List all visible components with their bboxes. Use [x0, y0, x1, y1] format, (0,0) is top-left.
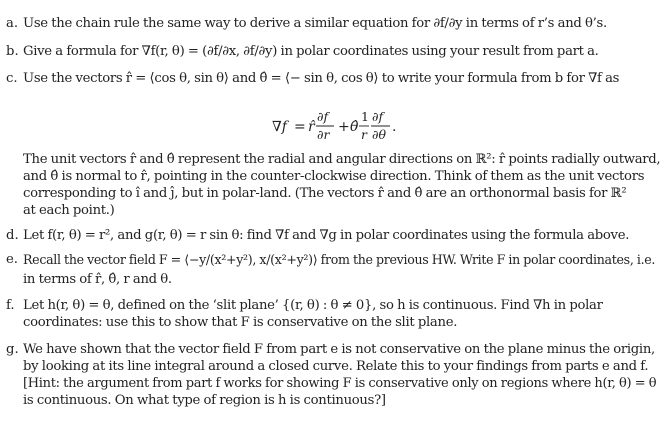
paragraph-line-4: at each point.)	[23, 203, 115, 218]
svg-text:∂f: ∂f	[317, 109, 329, 124]
item-e-label: e.	[6, 252, 18, 267]
svg-text:∂θ: ∂θ	[372, 127, 386, 142]
svg-text:∂f: ∂f	[372, 109, 384, 124]
item-d-text: Let f(r, θ) = r², and g(r, θ) = r sin θ: find ∇f and ∇g in polar coordinates using the formula above.	[23, 228, 630, 243]
item-g-text-4: is continuous. On what type of region is h is continuous?]	[23, 393, 386, 408]
item-a-text: Use the chain rule the same way to derive a similar equation for ∂f/∂y in terms of r’s and θ’s.	[23, 16, 607, 31]
svg-text:r̂: r̂	[308, 119, 315, 135]
gradient-polar-formula	[270, 107, 410, 145]
item-g-text-1: We have shown that the vector field F from part e is not conservative on the plane minus the origin,	[23, 342, 655, 357]
item-b-text: Give a formula for ∇f(r, θ) = (∂f/∂x, ∂f/∂y) in polar coordinates using your result from part a.	[23, 44, 599, 59]
item-f-text-2: coordinates: use this to show that F is conservative on the slit plane.	[23, 315, 458, 330]
item-g-label: g.	[6, 342, 19, 357]
item-b-label: b.	[6, 44, 19, 59]
paragraph-line-3: corresponding to î and ĵ, but in polar-land. (The vectors r̂ and θ̂ are an orthonormal basis for ℝ²	[23, 186, 627, 201]
svg-text:r: r	[361, 127, 367, 142]
item-e-text-2: in terms of r̂, θ̂, r and θ.	[23, 272, 172, 287]
paragraph-line-2: and θ̂ is normal to r̂, pointing in the counter-clockwise direction. Think of them as the unit vectors	[23, 169, 645, 184]
item-c-text: Use the vectors r̂ = ⟨cos θ, sin θ⟩ and θ̂ = ⟨− sin θ, cos θ⟩ to write your formula from b for ∇f as	[23, 71, 620, 86]
svg-text:∇f: ∇f	[272, 119, 287, 135]
item-g-text-3: [Hint: the argument from part f works for showing F is conservative only on regions where h(r, θ) = θ	[23, 376, 657, 391]
item-e-text-1: Recall the vector field F = ⟨−y/(x²+y²), x/(x²+y²)⟩ from the previous HW. Write F in polar coordinates, i.e.	[23, 252, 656, 267]
item-a-label: a.	[6, 16, 19, 31]
svg-text:θ̂: θ̂	[350, 119, 359, 135]
item-f-text-1: Let h(r, θ) = θ, defined on the ‘slit plane’ {(r, θ) : θ ≠ 0}, so h is continuous. Find ∇h in polar	[23, 298, 603, 313]
item-d-label: d.	[6, 228, 19, 243]
paragraph-line-1: The unit vectors r̂ and θ̂ represent the radial and angular directions on ℝ²: r̂ points radially outward,	[23, 152, 661, 167]
item-g-text-2: by looking at its line integral around a closed curve. Relate this to your findings from parts e and f.	[23, 359, 649, 374]
formula-graphic	[270, 107, 410, 145]
svg-text:.: .	[392, 119, 397, 135]
svg-text:∂r: ∂r	[317, 127, 330, 142]
svg-text:+: +	[338, 119, 350, 135]
svg-text:=: =	[294, 119, 306, 135]
item-c-label: c.	[6, 71, 18, 86]
svg-text:1: 1	[361, 109, 369, 124]
item-f-label: f.	[6, 298, 15, 313]
